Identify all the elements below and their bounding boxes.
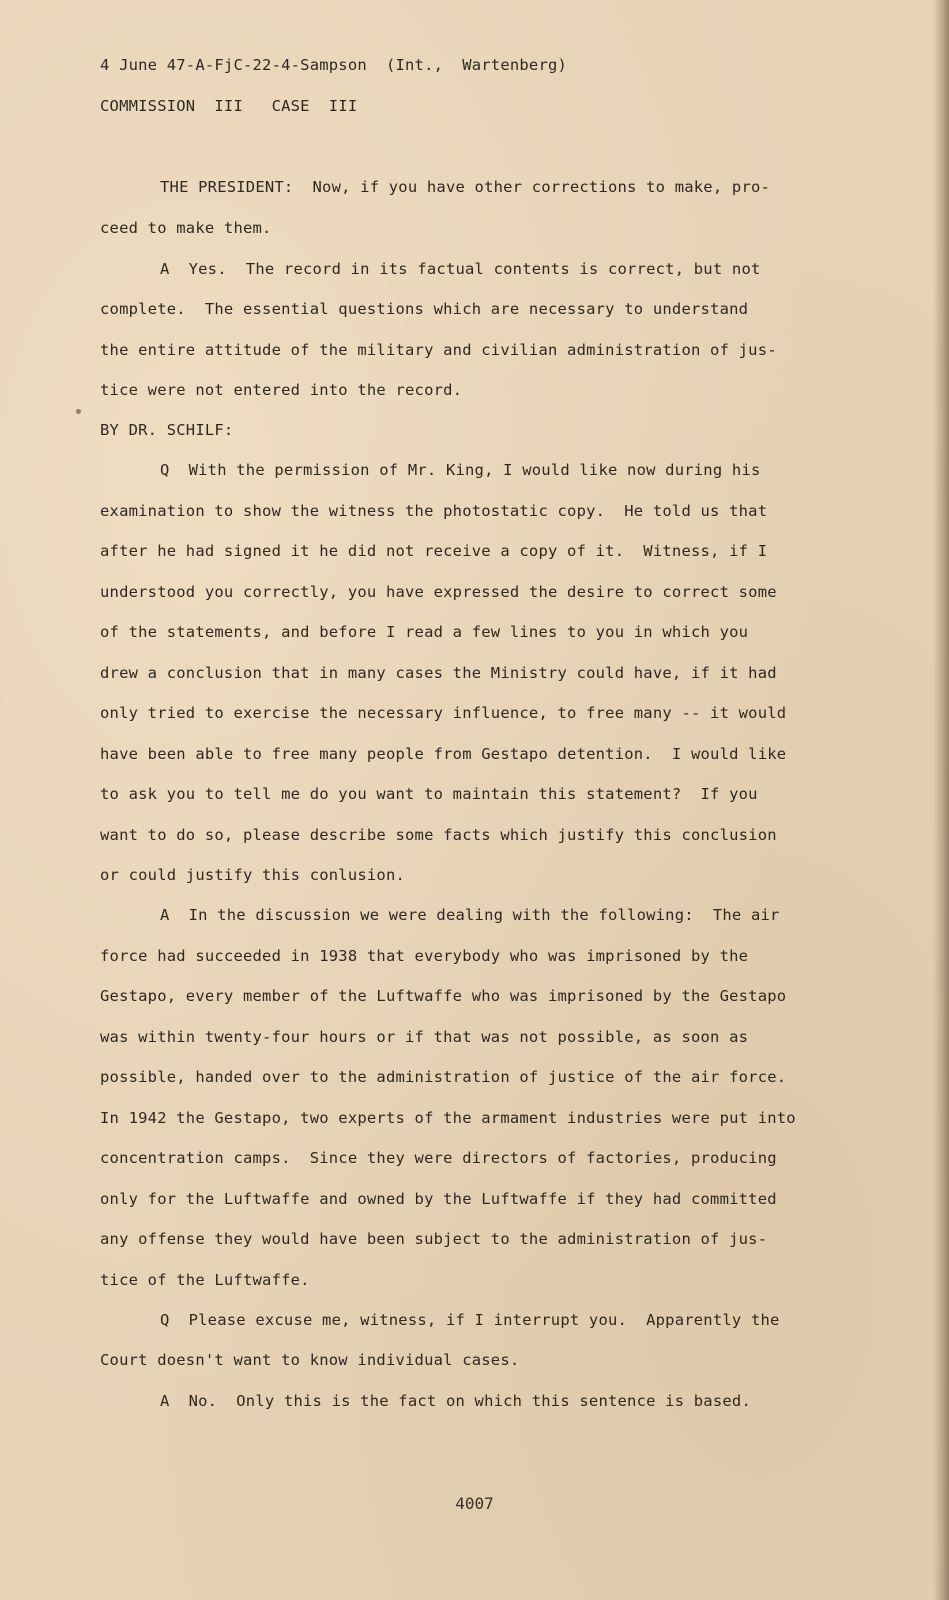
text-line: or could justify this conlusion.	[100, 866, 406, 884]
ink-speck	[76, 409, 81, 414]
text-line: to ask you to tell me do you want to maintain this statement? If you	[100, 785, 758, 803]
examiner-heading: BY DR. SCHILF:	[100, 421, 234, 439]
text-line: tice were not entered into the record.	[100, 381, 463, 399]
text-line: A Yes. The record in its factual contents is correct, but not	[160, 260, 761, 278]
text-line: only tried to exercise the necessary influence, to free many -- it would	[100, 704, 787, 722]
text-line: complete. The essential questions which are necessary to understand	[100, 300, 749, 318]
text-line: after he had signed it he did not receive a copy of it. Witness, if I	[100, 542, 768, 560]
text-line: examination to show the witness the photostatic copy. He told us that	[100, 502, 768, 520]
text-line: Gestapo, every member of the Luftwaffe who was imprisoned by the Gestapo	[100, 987, 787, 1005]
text-line: A In the discussion we were dealing with the following: The air	[160, 906, 780, 924]
text-line: only for the Luftwaffe and owned by the Luftwaffe if they had committed	[100, 1190, 777, 1208]
page-edge-shadow	[933, 0, 949, 1600]
text-line: drew a conclusion that in many cases the Ministry could have, if it had	[100, 664, 777, 682]
text-line: understood you correctly, you have expressed the desire to correct some	[100, 583, 777, 601]
text-line: any offense they would have been subject to the administration of jus-	[100, 1230, 768, 1248]
header-commission-line: COMMISSION III CASE III	[100, 97, 358, 115]
text-line: Court doesn't want to know individual cases.	[100, 1351, 520, 1369]
header-case-line: 4 June 47-A-FjC-22-4-Sampson (Int., Wartenberg)	[100, 56, 568, 74]
text-line: possible, handed over to the administration of justice of the air force.	[100, 1068, 787, 1086]
page-number: 4007	[455, 1494, 494, 1513]
text-line: was within twenty-four hours or if that was not possible, as soon as	[100, 1028, 749, 1046]
text-line: Q Please excuse me, witness, if I interrupt you. Apparently the	[160, 1311, 780, 1329]
text-line: want to do so, please describe some facts which justify this conclusion	[100, 826, 777, 844]
text-line: tice of the Luftwaffe.	[100, 1271, 310, 1289]
text-line: concentration camps. Since they were directors of factories, producing	[100, 1149, 777, 1167]
text-line: In 1942 the Gestapo, two experts of the armament industries were put into	[100, 1109, 796, 1127]
text-line: ceed to make them.	[100, 219, 272, 237]
text-line: Q With the permission of Mr. King, I would like now during his	[160, 461, 761, 479]
text-line: force had succeeded in 1938 that everybody who was imprisoned by the	[100, 947, 749, 965]
text-line: have been able to free many people from Gestapo detention. I would like	[100, 745, 787, 763]
text-line: THE PRESIDENT: Now, if you have other corrections to make, pro-	[160, 178, 771, 196]
text-line: the entire attitude of the military and civilian administration of jus-	[100, 341, 777, 359]
text-line: of the statements, and before I read a few lines to you in which you	[100, 623, 749, 641]
text-line: A No. Only this is the fact on which this sentence is based.	[160, 1392, 751, 1410]
